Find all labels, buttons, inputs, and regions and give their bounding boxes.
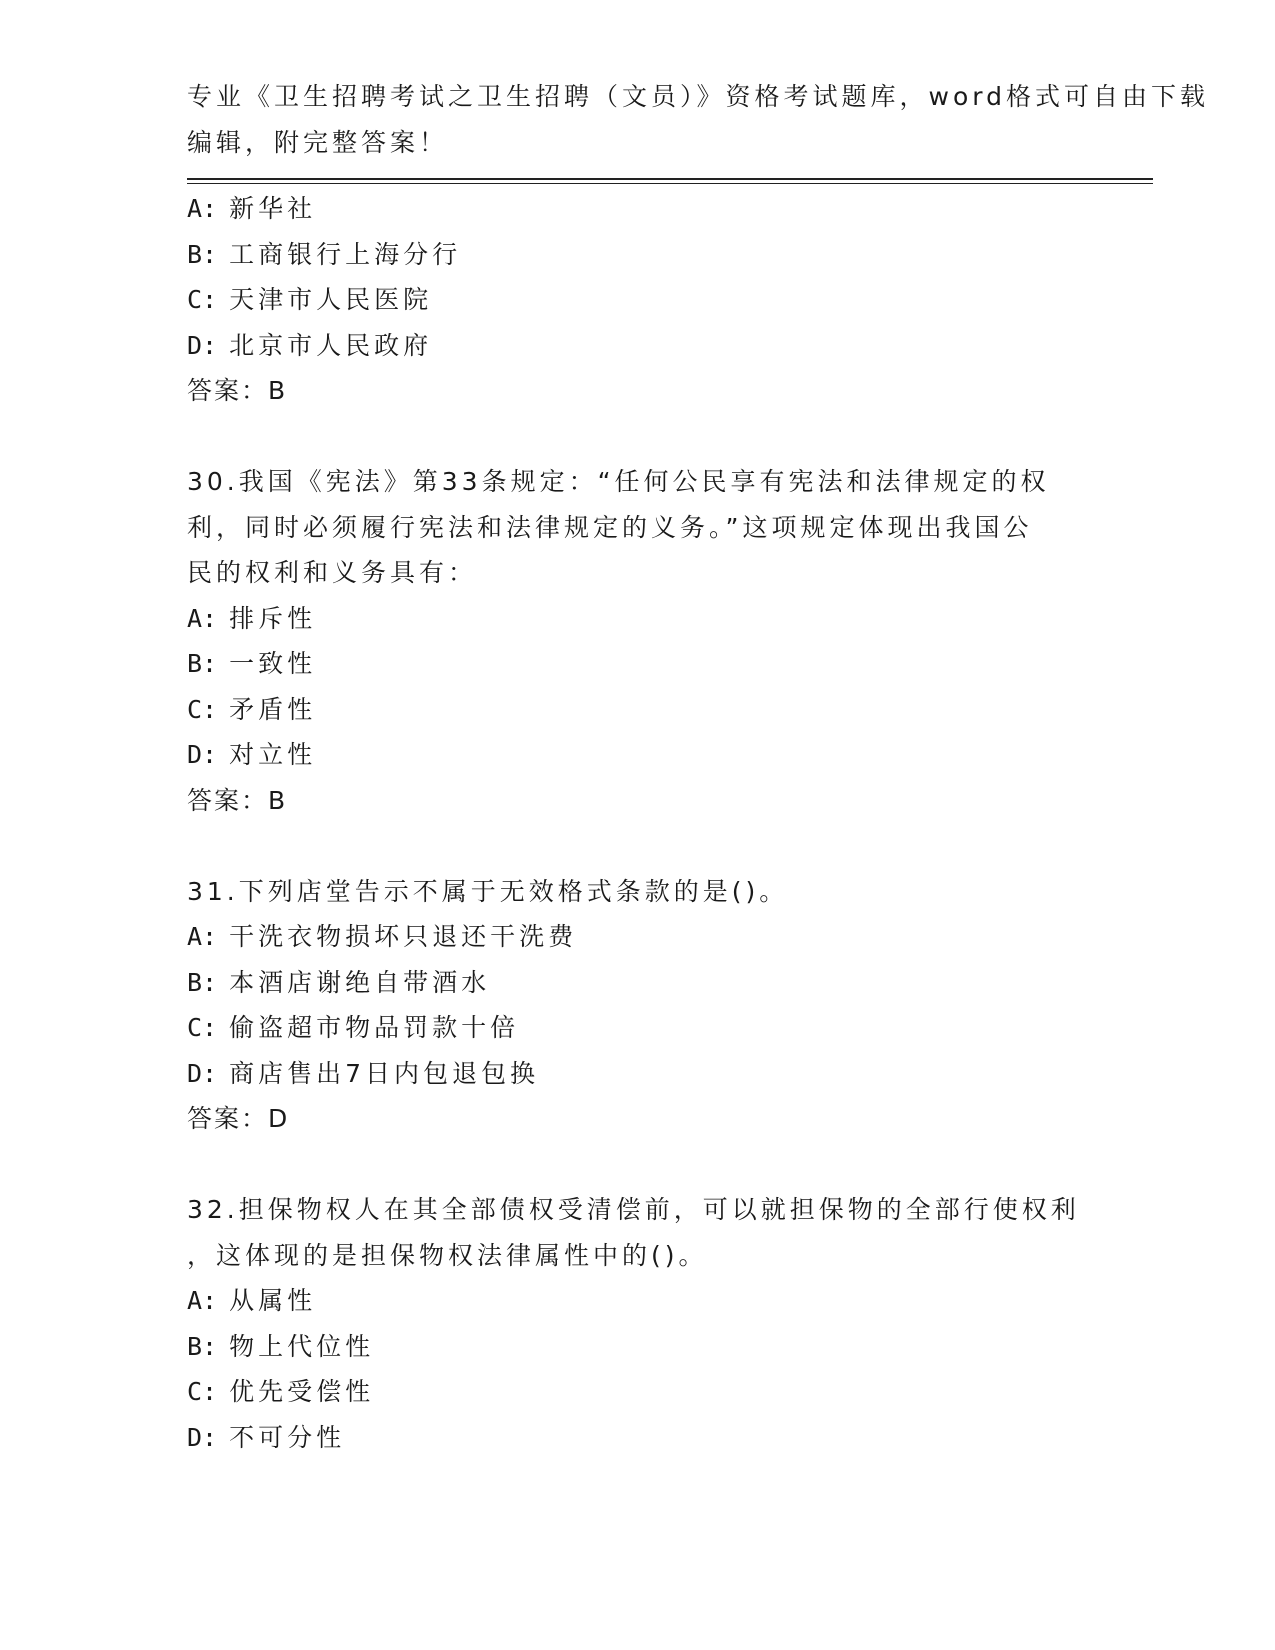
answer: 答案：D — [187, 1104, 290, 1133]
question-32 — [187, 1187, 1087, 1460]
option-b: B: 本酒店谢绝自带酒水 — [187, 967, 491, 997]
question-31 — [187, 869, 1087, 1142]
option-d: D: 不可分性 — [187, 1422, 346, 1452]
answer: 答案：B — [187, 785, 288, 815]
header-line-1: 专业《卫生招聘考试之卫生招聘（文员）》资格考试题库，word格式可自由下载 — [187, 82, 1209, 111]
option-d: D: 对立性 — [187, 740, 317, 769]
option-c: C: 偷盗超市物品罚款十倍 — [187, 1013, 520, 1042]
header-divider-thin — [187, 183, 1153, 184]
spacer — [187, 823, 1087, 869]
question-29-continued — [187, 186, 1087, 414]
option-a: A: 干洗衣物损坏只退还干洗费 — [187, 922, 578, 951]
spacer — [187, 414, 1087, 460]
question-30 — [187, 459, 1087, 823]
question-text: ，这体现的是担保物权法律属性中的()。 — [187, 1240, 708, 1270]
option-a: A: 从属性 — [187, 1286, 317, 1315]
option-c: C: 天津市人民医院 — [187, 285, 433, 314]
option-b: B: 工商银行上海分行 — [187, 239, 462, 269]
answer: 答案：B — [187, 376, 288, 405]
question-text: 31.下列店堂告示不属于无效格式条款的是()。 — [187, 876, 789, 906]
question-text: 32.担保物权人在其全部债权受清偿前，可以就担保物的全部行使权利 — [187, 1195, 1080, 1224]
option-a: A: 排斥性 — [187, 603, 317, 633]
question-text: 30.我国《宪法》第33条规定：“任何公民享有宪法和法律规定的权 — [187, 467, 1050, 496]
spacer — [187, 1142, 1087, 1188]
question-list — [187, 186, 1087, 1460]
header-line-2: 编辑，附完整答案！ — [187, 127, 449, 157]
document-header — [187, 74, 1209, 165]
option-c: C: 矛盾性 — [187, 694, 317, 724]
option-c: C: 优先受偿性 — [187, 1377, 375, 1406]
question-text: 利，同时必须履行宪法和法律规定的义务。”这项规定体现出我国公 — [187, 512, 1033, 542]
option-a: A: 新华社 — [187, 194, 317, 223]
header-divider-thick — [187, 178, 1153, 180]
question-text: 民的权利和义务具有： — [187, 558, 478, 587]
option-b: B: 物上代位性 — [187, 1331, 375, 1361]
option-d: D: 北京市人民政府 — [187, 330, 433, 360]
option-d: D: 商店售出7日内包退包换 — [187, 1058, 539, 1088]
option-b: B: 一致性 — [187, 649, 317, 678]
